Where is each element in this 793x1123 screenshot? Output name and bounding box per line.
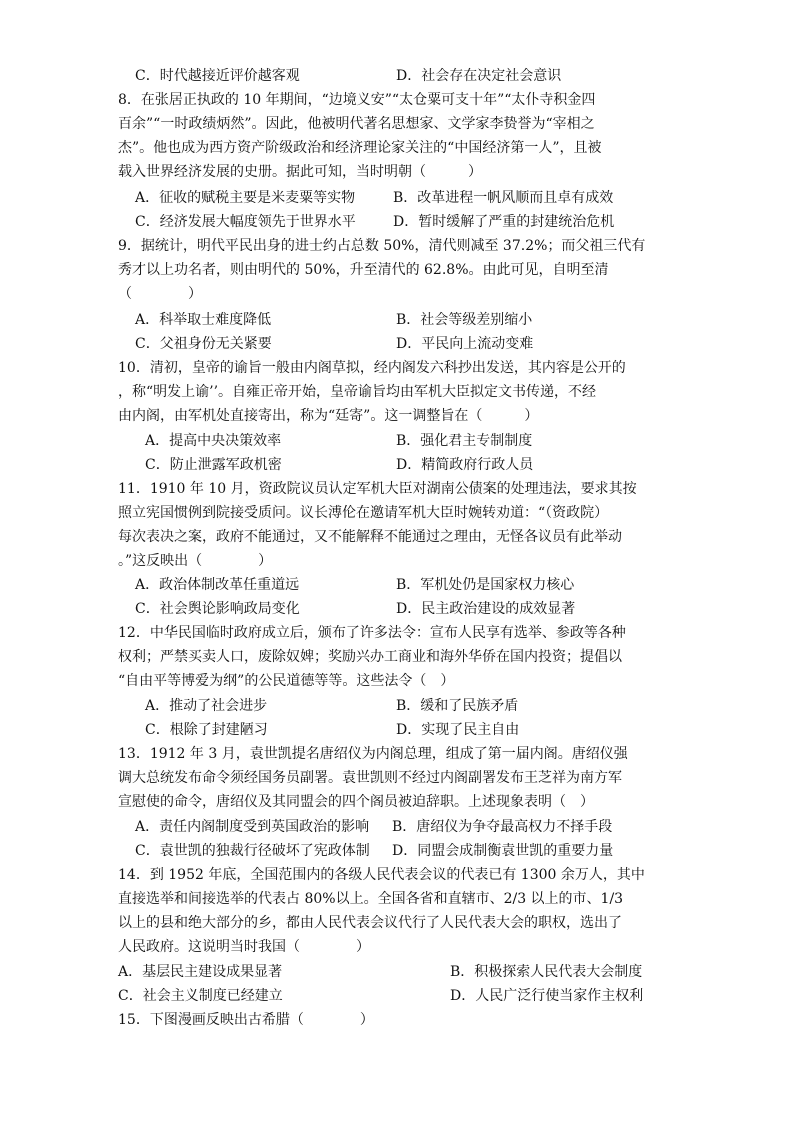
q8-stem-line-3: 杰”。他也成为西方资产阶级政治和经济理论家关注的“中国经济第一人”，且被 [118,140,602,156]
q13-option-b: B．唐绍仪为争夺最高权力不择手段 [392,819,613,835]
q8-stem-line-2: 百余”“一时政绩炳然”。因此，他被明代著名思想家、文学家李贽誉为“宰相之 [118,116,595,132]
q7-option-c: C．时代越接近评价越客观 [135,68,300,84]
q10-option-c: C．防止泄露军政机密 [145,457,282,473]
q12-stem-line-2: 权利；严禁买卖人口，废除奴婢；奖励兴办工商业和海外华侨在国内投资；提倡以 [118,649,622,665]
q12-stem-line-1: 12．中华民国临时政府成立后，颁布了许多法令：宣布人民享有选举、参政等各种 [118,625,626,641]
q12-option-d: D．实现了民主自由 [396,722,520,738]
q11-option-a: A．政治体制改革任重道远 [135,577,300,593]
q14-stem-line-2: 直接选举和间接选举的代表占 80%以上。全国各省和直辖市、2/3 以上的市、1/3 [118,891,624,907]
q9-option-a: A．科举取士难度降低 [135,312,272,328]
q11-option-c: C．社会舆论影响政局变化 [135,601,300,617]
q10-stem-line-2: ，称“明发上谕’’。自雍正帝开始，皇帝谕旨均由军机大臣拟定文书传递，不经 [118,384,597,400]
q12-option-a: A．推动了社会进步 [145,698,268,714]
q10-stem-line-3: 由内阁，由军机处直接寄出，称为“廷寄”。这一调整旨在（ ） [118,408,539,424]
q10-option-b: B．强化君主专制制度 [396,433,533,449]
q11-stem-line-4: 。”这反映出（ ） [118,553,273,569]
q13-option-c: C．袁世凯的独裁行径破坏了宪政体制 [135,843,370,859]
q8-option-b: B．改革进程一帆风顺而且卓有成效 [393,190,614,206]
q13-stem-line-1: 13．1912 年 3 月，袁世凯提名唐绍仪为内阁总理，组成了第一届内阁。唐绍仪强 [118,746,628,762]
q13-stem-line-2: 调大总统发布命令须经国务员副署。袁世凯则不经过内阁副署发布王芝祥为南方军 [118,770,622,786]
q8-stem-line-4: 载入世界经济发展的史册。据此可知，当时明朝（ ） [118,164,482,180]
q9-option-d: D．平民向上流动变难 [396,336,534,352]
q14-stem-line-3: 以上的县和绝大部分的乡，都由人民代表会议代行了人民代表大会的职权，选出了 [118,915,622,931]
q11-stem-line-1: 11．1910 年 10 月，资政院议员认定军机大臣对湖南公债案的处理违法，要求其按 [118,481,637,497]
q10-option-d: D．精简政府行政人员 [396,457,534,473]
q14-stem-line-4: 人民政府。这说明当时我国（ ） [118,939,370,955]
q9-stem-line-2: 秀才以上功名者，则由明代的 50%，升至清代的 62.8%。由此可见，自明至清 [118,262,609,278]
q8-stem-line-1: 8．在张居正执政的 10 年期间，“边境义安”“太仓粟可支十年”“太仆寺积金四 [118,92,596,108]
q7-option-d: D．社会存在决定社会意识 [396,68,562,84]
q11-option-d: D．民主政治建设的成效显著 [396,601,576,617]
q14-stem-line-1: 14．到 1952 年底，全国范围内的各级人民代表会议的代表已有 1300 余万人，其中 [118,867,645,883]
q12-stem-line-3: “自由平等博爱为纲”的公民道德等等。这些法令（ ） [118,673,455,689]
q8-option-d: D．暂时缓解了严重的封建统治危机 [393,214,615,230]
q14-option-a: A．基层民主建设成果显著 [118,964,283,980]
q11-option-b: B．军机处仍是国家权力核心 [396,577,575,593]
q11-stem-line-3: 每次表决之案，政府不能通过，又不能解释不能通过之理由，无怪各议员有此举动 [118,529,622,545]
q14-option-b: B．积极探索人民代表大会制度 [450,964,643,980]
q9-stem-line-1: 9．据统计，明代平民出身的进士约占总数 50%，清代则减至 37.2%；而父祖三代有 [118,238,646,254]
q14-option-d: D．人民广泛行使当家作主权利 [450,988,644,1004]
q13-option-d: D．同盟会成制衡袁世凯的重要力量 [392,843,614,859]
q11-stem-line-2: 照立宪国惯例到院接受质问。议长溥伦在邀请军机大臣时婉转劝道：“（资政院） [118,505,609,521]
q9-option-c: C．父祖身份无关紧要 [135,336,272,352]
q13-option-a: A．责任内阁制度受到英国政治的影响 [135,819,370,835]
q13-stem-line-3: 宣慰使的命令，唐绍仪及其同盟会的四个阁员被迫辞职。上述现象表明（ ） [118,794,594,810]
q9-stem-line-3: （ ） [118,286,202,302]
q10-option-a: A．提高中央决策效率 [145,433,282,449]
q14-option-c: C．社会主义制度已经建立 [118,988,283,1004]
q8-option-c: C．经济发展大幅度领先于世界水平 [135,214,356,230]
q9-option-b: B．社会等级差别缩小 [396,312,533,328]
q8-option-a: A．征收的赋税主要是米麦粟等实物 [135,190,356,206]
q12-option-b: B．缓和了民族矛盾 [396,698,519,714]
q15-stem: 15．下图漫画反映出古希腊（ ） [118,1012,374,1028]
q10-stem-line-1: 10．清初，皇帝的谕旨一般由内阁草拟，经内阁发六科抄出发送，其内容是公开的 [118,360,626,376]
q12-option-c: C．根除了封建陋习 [145,722,268,738]
